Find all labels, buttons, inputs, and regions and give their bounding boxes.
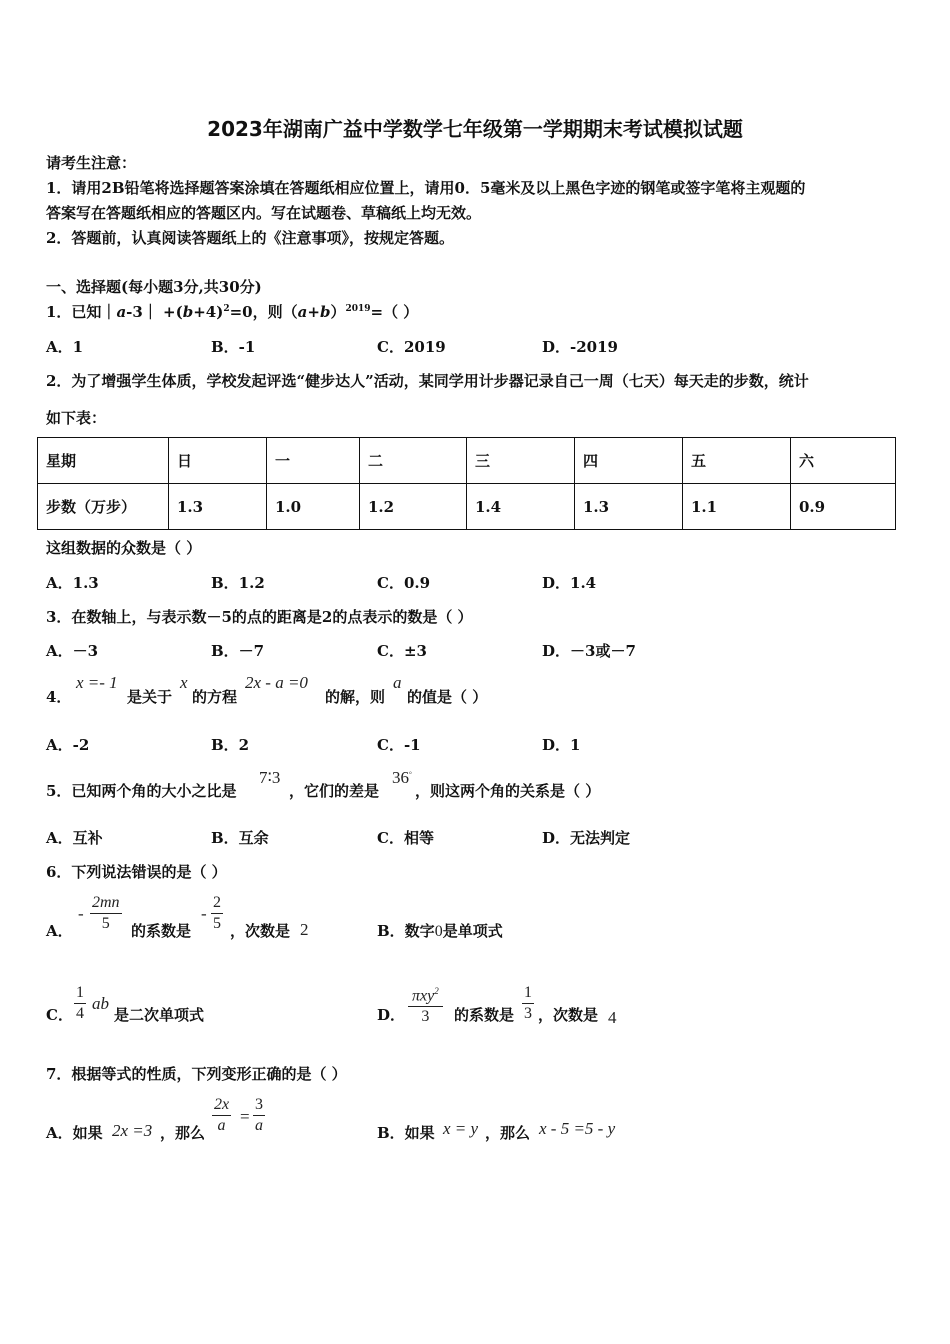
q6-a-numerator: 2mn [90,893,122,914]
q6-a-minus: - [78,904,84,923]
q5-text-3: ，则这两个角的关系是（ ） [415,782,601,800]
q4-option-b[interactable]: B．2 [211,736,250,754]
q6-b-label: B．数字 [377,922,435,940]
q6-a-text-1: 的系数是 [131,922,192,940]
q7-b-result: x - 5 =5 - y [539,1119,616,1138]
q1-prefix: 1．已知｜ [46,303,117,321]
table-header-cell: 星期 [38,438,169,484]
q1-end: =（ ） [370,303,419,321]
q5-degrees [392,768,412,788]
q2-option-a[interactable]: A．1.3 [46,574,99,592]
q6-option-b[interactable] [377,920,503,941]
q6-option-a-label[interactable]: A． [46,922,73,940]
q4-text-4: 的值是（ ） [407,688,488,706]
q1-mid3: =0，则（ [229,303,298,321]
table-cell: 0.9 [791,484,896,530]
q5-degree-sign: ° [409,770,412,779]
table-header-cell: 六 [791,438,896,484]
q6-c-fraction [74,983,86,1024]
q6-d-numerator: πxy [412,987,435,1005]
q5-option-b[interactable]: B．互余 [211,829,269,847]
q7-a-text: ，那么 [160,1124,206,1142]
q6-b-text: 是单项式 [442,922,503,940]
q4-equation: 2x - a =0 [245,673,308,692]
q5-option-a[interactable]: A．互补 [46,829,103,847]
q6-c-denominator: 4 [76,1005,84,1022]
table-header-cell: 四 [575,438,683,484]
q4-option-d[interactable]: D．1 [542,736,581,754]
q6-d-text-1: 的系数是 [454,1006,515,1024]
q7-a-numerator-2: 3 [253,1095,265,1116]
q6-a-numerator-2: 2 [211,893,223,914]
q5-option-c[interactable]: C．相等 [377,829,434,847]
q1-var-b2: b [319,303,331,321]
q5-text-2: ，它们的差是 [289,782,380,800]
q5-ratio: 7∶3 [259,768,281,787]
q7-a-numerator-1: 2x [212,1095,231,1116]
q3-option-b[interactable]: B．－7 [211,642,265,660]
q6-option-d-label[interactable]: D． [377,1006,406,1024]
question-2-line-1: 2．为了增强学生体质，学校发起评选“健步达人”活动，某同学用计步器记录自己一周（七天）每天走的步数，统计 [46,372,809,390]
notice-heading: 请考生注意： [46,154,137,172]
q3-option-a[interactable]: A．－3 [46,642,99,660]
table-row [38,438,896,484]
q7-option-a-label[interactable]: A．如果 [46,1124,103,1142]
question-4-number: 4． [46,688,72,706]
q7-b-text: ，那么 [485,1124,531,1142]
q6-b-zero: 0 [434,923,443,940]
q6-d-numerator-2: 1 [522,983,534,1004]
q1-exponent: 2019 [345,304,371,314]
table-cell: 1.3 [169,484,267,530]
table-cell: 1.2 [360,484,467,530]
q6-d-degree: 4 [608,1008,617,1027]
q6-a-denominator-2: 5 [213,915,221,932]
notice-line-3: 2．答题前，认真阅读答题纸上的《注意事项》，按规定答题。 [46,229,454,247]
q1-mid1: -3｜ +( [126,303,183,321]
q6-d-fraction [408,981,443,1027]
question-1 [46,301,418,322]
q6-a-text-2: ，次数是 [230,922,291,940]
q1-plus: + [307,303,320,321]
table-cell: 1.3 [575,484,683,530]
question-6: 6．下列说法错误的是（ ） [46,863,227,881]
q7-a-denominator-2: a [255,1117,263,1134]
q6-d-fraction-2 [522,983,534,1024]
q6-d-numerator-exp: 2 [434,986,439,996]
q7-b-condition: x = y [443,1119,479,1138]
q5-text-1: 5．已知两个角的大小之比是 [46,782,237,800]
notice-line-2: 答案写在答题纸相应的答题区内。写在试题卷、草稿纸上均无效。 [46,204,482,222]
q7-a-denominator-1: a [217,1117,226,1134]
q4-option-c[interactable]: C．-1 [377,736,421,754]
table-cell: 1.1 [683,484,791,530]
q4-text-2: 的方程 [192,688,238,706]
q5-degree-value: 36 [392,768,409,787]
q2-option-d[interactable]: D．1.4 [542,574,597,592]
q7-option-b-label[interactable]: B．如果 [377,1124,435,1142]
q6-a-fraction [90,893,122,934]
section-heading: 一、选择题(每小题3分,共30分) [46,278,262,296]
q6-d-text-2: ，次数是 [538,1006,599,1024]
q4-text-1: 是关于 [127,688,173,706]
q7-a-fraction-2 [253,1095,265,1136]
q6-a-fraction-2 [211,893,223,934]
q2-option-b[interactable]: B．1.2 [211,574,265,592]
q1-square: 2 [223,304,230,314]
table-header-cell: 二 [360,438,467,484]
table-cell: 步数（万步） [38,484,169,530]
q3-option-d[interactable]: D．－3或－7 [542,642,636,660]
table-header-cell: 一 [267,438,360,484]
q4-option-a[interactable]: A．-2 [46,736,90,754]
q6-a-minus-2: - [201,904,207,923]
q4-var-x: x [180,673,188,692]
q6-c-text: 是二次单项式 [114,1006,205,1024]
q1-mid2: +4) [193,303,224,321]
table-cell: 1.0 [267,484,360,530]
q6-a-degree: 2 [300,920,309,939]
q1-close: ） [330,303,346,321]
notice-line-1: 1．请用2B铅笔将选择题答案涂填在答题纸相应位置上，请用0．5毫米及以上黑色字迹的钢笔或签字笔将主观题的 [46,179,806,197]
q7-a-condition: 2x =3 [112,1121,153,1140]
q6-option-c-label[interactable]: C． [46,1006,73,1024]
table-header-cell: 日 [169,438,267,484]
question-2-line-2: 如下表： [46,409,107,427]
q1-option-b[interactable]: B．-1 [211,338,256,356]
q6-c-ab: ab [92,994,109,1013]
q4-text-3: 的解，则 [325,688,386,706]
question-2-prompt: 这组数据的众数是（ ） [46,539,202,557]
q6-d-denominator: 3 [421,1008,430,1026]
q1-option-d[interactable]: D．-2019 [542,338,618,356]
question-3: 3．在数轴上，与表示数－5的点的距离是2的点表示的数是（ ） [46,608,473,626]
table-row [38,484,896,530]
q6-a-denominator: 5 [101,915,110,932]
q5-option-d[interactable]: D．无法判定 [542,829,631,847]
steps-table [37,437,896,530]
q7-a-fraction-1 [212,1095,231,1136]
q6-d-denominator-2: 3 [524,1005,532,1022]
q2-option-c[interactable]: C．0.9 [377,574,431,592]
question-7: 7．根据等式的性质，下列变形正确的是（ ） [46,1065,347,1083]
q4-solution-text: x =- 1 [76,673,118,692]
q1-var-a2: a [297,303,308,321]
q1-var-b: b [182,303,194,321]
page-title: 2023年湖南广益中学数学七年级第一学期期末考试模拟试题 [207,117,743,141]
q4-solution-eq [76,673,118,693]
q3-option-c[interactable]: C．±3 [377,642,427,660]
table-header-cell: 三 [467,438,575,484]
q7-a-equals: = [240,1107,250,1126]
q6-c-numerator: 1 [74,983,86,1004]
q1-var-a: a [116,303,127,321]
table-cell: 1.4 [467,484,575,530]
table-header-cell: 五 [683,438,791,484]
q1-option-a[interactable]: A．1 [46,338,84,356]
q4-var-a: a [393,673,402,692]
q1-option-c[interactable]: C．2019 [377,338,446,356]
